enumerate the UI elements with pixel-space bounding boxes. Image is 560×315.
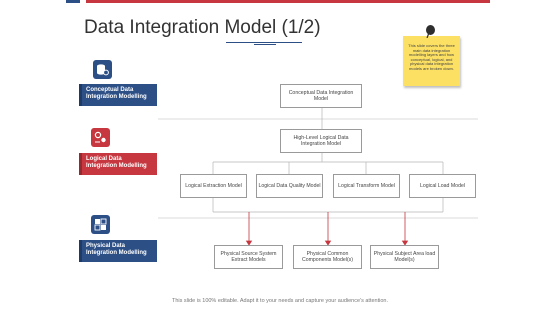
- node-physical-common-components-models: Physical Common Components Model(s): [293, 245, 362, 269]
- node-logical-load-model: Logical Load Model: [409, 174, 476, 198]
- node-logical-transform-model: Logical Transform Model: [333, 174, 400, 198]
- footer-note: This slide is 100% editable. Adapt it to your needs and capture your audience's attention.: [172, 298, 388, 304]
- section-label-conceptual: Conceptual Data Integration Modelling: [82, 84, 157, 106]
- node-logical-data-quality-model: Logical Data Quality Model: [256, 174, 323, 198]
- server-grid-icon: [91, 215, 110, 234]
- database-gear-icon: [93, 60, 112, 79]
- node-physical-subject-area-load-models: Physical Subject Area load Model(s): [370, 245, 439, 269]
- node-logical-extraction-model: Logical Extraction Model: [180, 174, 247, 198]
- section-label-physical: Physical Data Integration Modelling: [82, 240, 157, 262]
- node-conceptual-model: Conceptual Data Integration Model: [280, 84, 362, 108]
- sticky-note: This slide covers the three main data integration modelling layers and how conceptual, logical, and physical data integration models are broken down.: [403, 36, 460, 86]
- page-title: Data Integration Model (1/2): [84, 17, 321, 38]
- section-label-logical: Logical Data Integration Modelling: [82, 153, 157, 175]
- node-physical-source-extract-models: Physical Source System Extract Models: [214, 245, 283, 269]
- workflow-settings-icon: [91, 128, 110, 147]
- node-high-level-logical-model: High-Level Logical Data Integration Model: [280, 129, 362, 153]
